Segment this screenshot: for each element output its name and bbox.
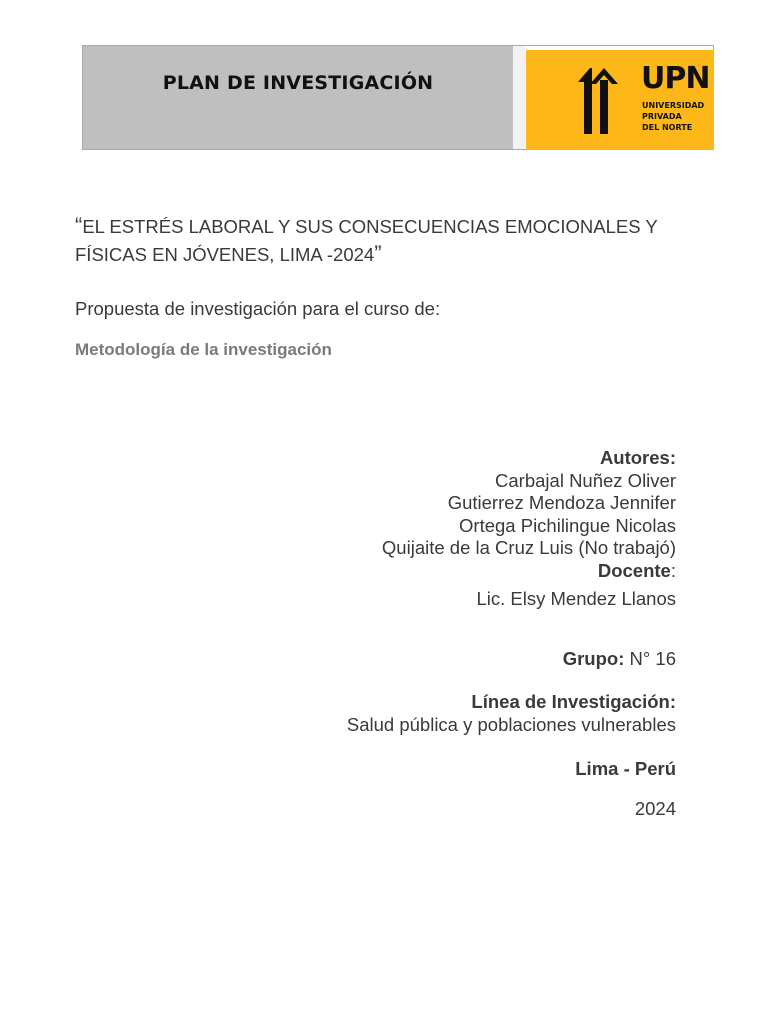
author-name-2: Gutierrez Mendoza Jennifer	[447, 492, 676, 513]
research-line-label: Línea de Investigación:	[471, 691, 676, 712]
header-divider	[513, 46, 525, 149]
proposal-text: Propuesta de investigación para el curso de:	[75, 298, 441, 319]
author-name-4: Quijaite de la Cruz Luis (No trabajó)	[381, 537, 676, 558]
course-name: Metodología de la investigación	[75, 340, 332, 359]
group-label: Grupo:	[562, 648, 625, 669]
logo-line-3: DEL NORTE	[642, 123, 693, 132]
header-box	[82, 45, 714, 150]
research-line-block	[347, 691, 676, 736]
logo-line-1: UNIVERSIDAD	[642, 101, 705, 110]
teacher-name: Lic. Elsy Mendez Llanos	[476, 588, 676, 609]
authors-block	[382, 447, 676, 582]
thesis-title-text: EL ESTRÉS LABORAL Y SUS CONSECUENCIAS EMOCIONALES Y FÍSICAS EN JÓVENES, LIMA -2024	[75, 216, 658, 265]
thesis-title	[75, 212, 725, 268]
open-quote: “	[75, 213, 83, 238]
logo-wordmark: UPN	[641, 61, 710, 96]
header-title-panel	[83, 46, 513, 149]
logo-line-2: PRIVADA	[642, 112, 682, 121]
teacher-label-line	[382, 560, 676, 583]
authors-label: Autores:	[599, 447, 676, 468]
teacher-colon: :	[670, 559, 676, 581]
research-line-value: Salud pública y poblaciones vulnerables	[346, 713, 676, 735]
year: 2024	[634, 798, 676, 819]
author-name-1: Carbajal Nuñez Oliver	[495, 469, 676, 491]
upn-arrow-logo-icon	[576, 66, 634, 136]
group-line	[563, 648, 676, 671]
place: Lima - Perú	[575, 758, 676, 779]
university-logo	[526, 50, 714, 150]
group-value: N° 16	[624, 648, 676, 669]
logo-subtitle	[642, 100, 704, 133]
teacher-label: Docente	[597, 559, 671, 581]
page-header-title: PLAN DE INVESTIGACIÓN	[162, 71, 434, 94]
close-quote: ”	[374, 241, 382, 266]
author-name-3: Ortega Pichilingue Nicolas	[459, 514, 676, 536]
